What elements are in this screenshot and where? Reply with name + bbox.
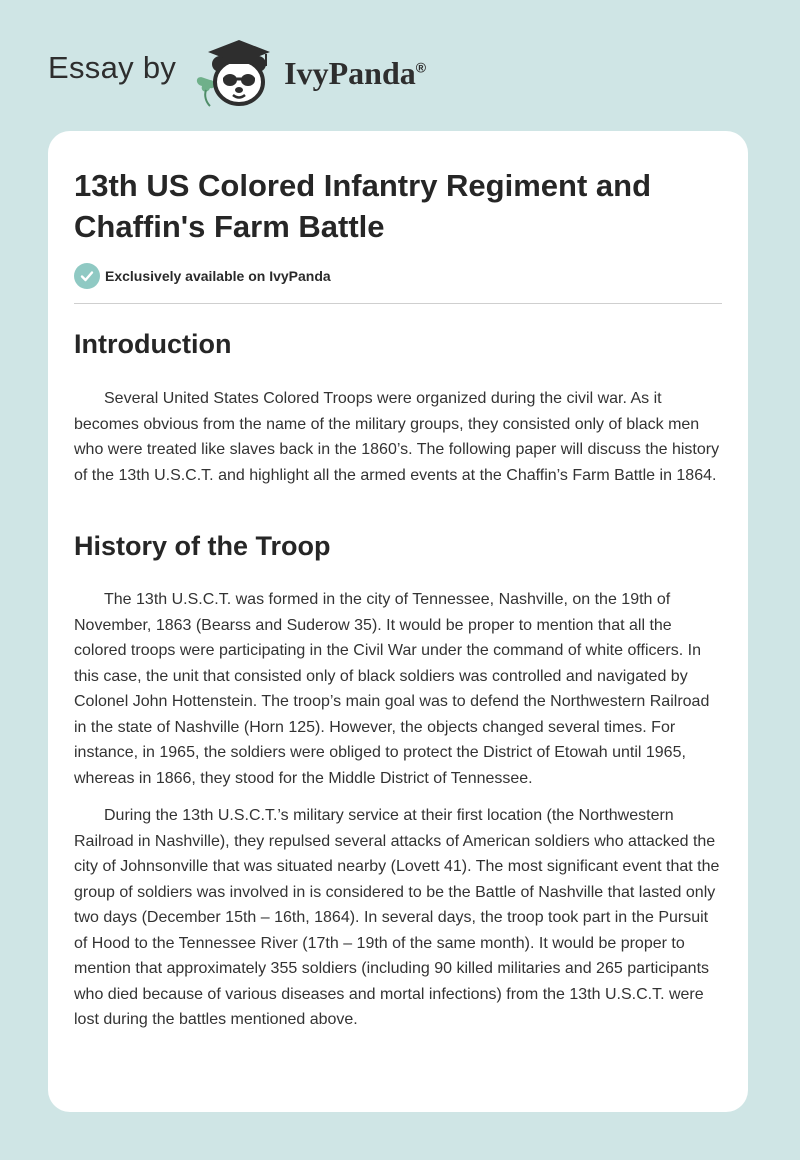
section-heading-introduction: Introduction [74, 329, 232, 359]
history-paragraph-2: During the 13th U.S.C.T.’s military service at their first location (the Northwestern Railroad in Nashville), they repulsed several attacks of American soldiers who attacked the city of Johnsonville that was situated nearby (Lovett 41). The most significant event that the group of soldiers was involved in is considered to be the Battle of Nashville that lasted only two days (December 15th – 16th, 1864). In several days, the troop took part in the Pursuit of Hood to the Tennessee River (17th – 19th of the same month). It would be proper to mention that approximately 355 soldiers (including 90 killed militaries and 265 participants who died because of various diseases and mortal infections) from the 13th U.S.C.T. were lost during the battles mentioned above. [74, 807, 720, 1028]
section-heading-history: History of the Troop [74, 531, 331, 561]
history-paragraph-1: The 13th U.S.C.T. was formed in the city of Tennessee, Nashville, on the 19th of November, 1863 (Bearss and Suderow 35). It would be proper to mention that all the colored troops were participating in the Civil War under the command of white officers. In this case, the unit that consisted only of black soldiers was controlled and navigated by Colonel John Hottenstein. The troop’s main goal was to defend the Northwestern Railroad in the state of Nashville (Horn 125). However, the objects changed several times. For instance, in 1965, the soldiers were obliged to protect the District of Etowah until 1965, whereas in 1866, they stood for the Middle District of Tennessee. [74, 591, 710, 787]
panda-logo-icon[interactable] [190, 34, 280, 110]
site-header [48, 34, 508, 110]
title-divider [74, 303, 722, 304]
check-icon [74, 263, 100, 289]
intro-paragraph: Several United States Colored Troops were organized during the civil war. As it becomes obvious from the name of the military groups, they consisted only of black men who were treated like slaves back in the 1860’s. The following paper will discuss the history of the 13th U.S.C.T. and highlight all the armed events at the Chaffin’s Farm Battle in 1864. [74, 390, 720, 484]
exclusive-badge [74, 263, 331, 289]
essay-by-label: Essay by [48, 50, 177, 85]
registered-mark: ® [415, 58, 427, 75]
essay-title: 13th US Colored Infantry Regiment and Chaffin's Farm Battle [74, 168, 652, 244]
brand-name[interactable]: IvyPanda® [284, 54, 427, 91]
exclusive-label: Exclusively available on IvyPanda [105, 268, 331, 284]
essay-card [48, 131, 748, 1112]
